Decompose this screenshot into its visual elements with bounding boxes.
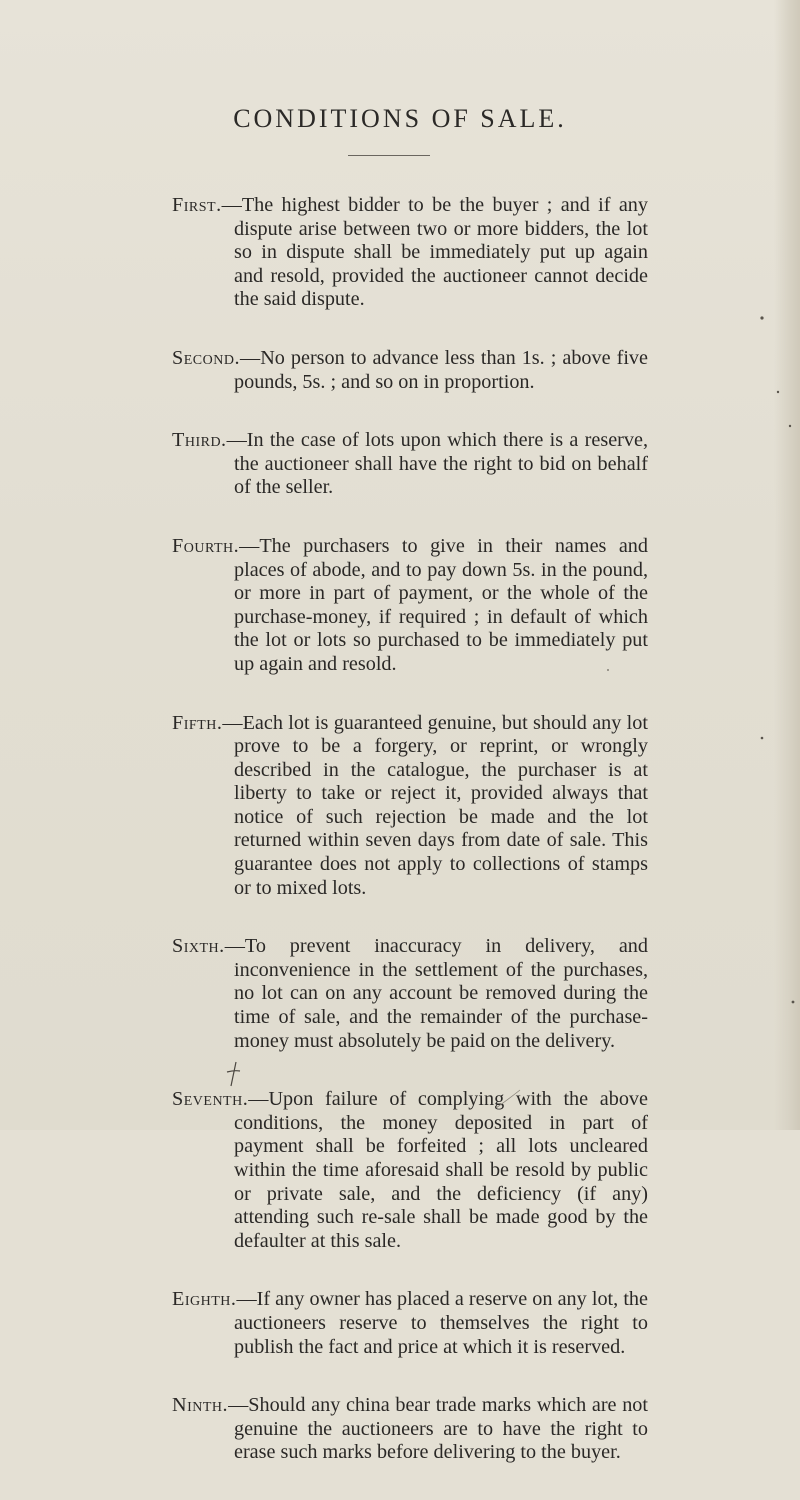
condition-text: —The purchasers to give in their names and places of abode, and to pay down 5s. in the pound, or more in part of payment, or the whole of the purchase-money, if required ; in default of which the lot or lots so purchased to be immediately put up again and resold.	[234, 534, 648, 675]
paper-speck	[792, 1001, 795, 1004]
condition-ordinal: Seventh.	[172, 1088, 249, 1111]
paper-speck	[607, 669, 609, 671]
condition-text: —Upon failure of complying with the above conditions, the money deposited in part of payment shall be forfeited ; all lots uncleared within the time aforesaid shall be resold by public or private sale, and the deficiency (if any) attending such re-sale shall be made good by the defaulter at this sale.	[234, 1088, 648, 1252]
condition-ordinal: Second.	[172, 346, 240, 369]
condition-ordinal: Fifth.	[172, 711, 223, 734]
condition-ordinal: Fourth.	[172, 534, 240, 557]
paper-speck	[777, 391, 779, 393]
condition-text: —Should any china bear trade marks which are not genuine the auctioneers are to have the right to erase such marks before delivering to the buyer.	[228, 1394, 648, 1464]
condition-ordinal: Third.	[172, 429, 227, 452]
condition-ordinal: First.	[172, 194, 222, 216]
condition-ordinal: Eighth.	[172, 1288, 237, 1311]
pencil-mark	[496, 1090, 520, 1108]
condition-text: —The highest bidder to be the buyer ; and if any dispute arise between two or more bidders, the lot so in dispute shall be immediately put up again and resold, provided the auctioneer cannot decide the said dispute.	[221, 194, 648, 311]
condition-text: —No person to advance less than 1s. ; above five pounds, 5s. ; and so on in proportion.	[234, 346, 648, 393]
paper-speck	[760, 316, 763, 319]
paper-speck	[761, 737, 764, 740]
condition-ninth	[172, 1394, 648, 1465]
condition-ordinal: Sixth.	[172, 935, 225, 958]
condition-text: —To prevent inaccuracy in delivery, and inconvenience in the settlement of the purchases, no lot can on any account be removed during the time of sale, and the remainder of the purchase-money must absolutely be paid on the delivery.	[224, 935, 648, 1052]
condition-text: —In the case of lots upon which there is a reserve, the auctioneer shall have the right to bid on behalf of the seller.	[226, 429, 648, 499]
page-title: CONDITIONS OF SALE.	[233, 104, 567, 133]
condition-eighth	[172, 1288, 648, 1359]
paper-speck	[789, 425, 791, 427]
condition-text: —If any owner has placed a reserve on any lot, the auctioneers reserve to themselves the right to publish the fact and price at which it is reserved.	[234, 1288, 648, 1358]
condition-ordinal: Ninth.	[172, 1394, 229, 1417]
condition-text: —Each lot is guaranteed genuine, but should any lot prove to be a forgery, or reprint, or wrongly described in the catalogue, the purchaser is at liberty to take or reject it, provided always that notice of such rejection be made and the lot returned within seven days from date of sale. This guarantee does not apply to collections of stamps or to mixed lots.	[222, 711, 648, 899]
pencil-mark	[227, 1062, 240, 1086]
